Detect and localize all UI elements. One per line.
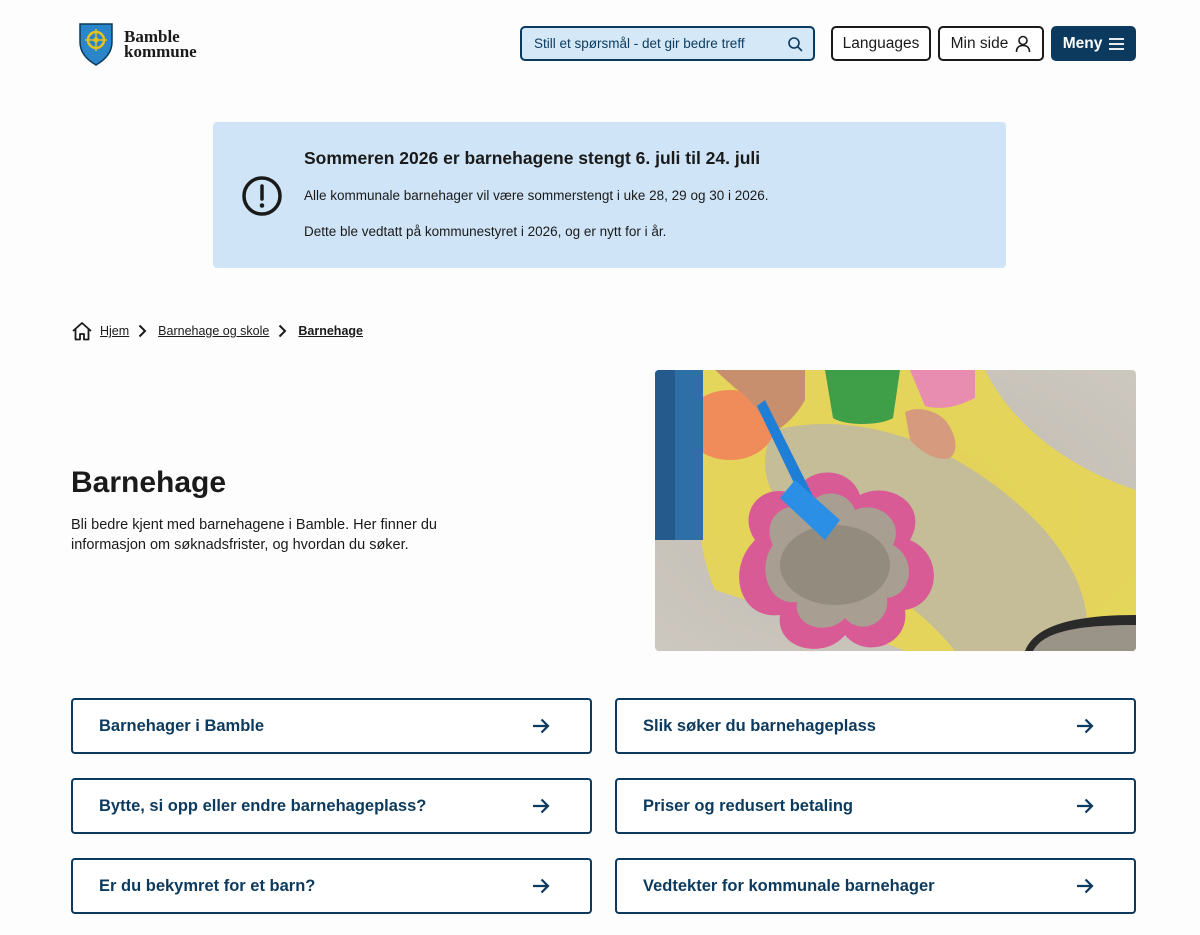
link-card-bytte-si-opp[interactable] bbox=[71, 778, 592, 834]
hamburger-icon bbox=[1109, 38, 1124, 50]
logo-line-1: Bamble bbox=[124, 27, 180, 46]
exclamation-circle-icon bbox=[241, 175, 283, 217]
chevron-right-icon bbox=[278, 324, 287, 338]
arrow-right-icon bbox=[1076, 718, 1094, 734]
link-card-label: Bytte, si opp eller endre barnehageplass? bbox=[99, 796, 427, 815]
logo-link[interactable] bbox=[78, 22, 197, 66]
link-card-vedtekter[interactable] bbox=[615, 858, 1136, 914]
home-icon[interactable] bbox=[71, 321, 93, 341]
logo-line-2: kommune bbox=[124, 42, 197, 61]
arrow-right-icon bbox=[1076, 798, 1094, 814]
closure-alert bbox=[213, 122, 1006, 268]
menu-button[interactable] bbox=[1051, 26, 1136, 61]
menu-label: Meny bbox=[1062, 34, 1103, 52]
user-icon bbox=[1015, 35, 1031, 53]
languages-button[interactable] bbox=[831, 26, 931, 61]
link-card-label: Er du bekymret for et barn? bbox=[99, 876, 316, 895]
breadcrumb bbox=[71, 321, 363, 341]
coat-of-arms-icon bbox=[78, 22, 114, 66]
link-card-bekymret[interactable] bbox=[71, 858, 592, 914]
arrow-right-icon bbox=[532, 718, 550, 734]
languages-label: Languages bbox=[842, 34, 920, 52]
min-side-button[interactable] bbox=[938, 26, 1044, 61]
hero-image-sandbox bbox=[655, 370, 1136, 651]
arrow-right-icon bbox=[1076, 878, 1094, 894]
site-header bbox=[0, 0, 1200, 90]
breadcrumb-current[interactable]: Barnehage bbox=[298, 324, 363, 338]
link-card-label: Slik søker du barnehageplass bbox=[643, 716, 876, 735]
search-box bbox=[520, 26, 815, 61]
breadcrumb-home-link[interactable]: Hjem bbox=[100, 324, 130, 338]
alert-title: Sommeren 2026 er barnehagene stengt 6. juli til 24. juli bbox=[304, 148, 761, 168]
page-title: Barnehage bbox=[71, 466, 227, 499]
chevron-right-icon bbox=[138, 324, 147, 338]
link-card-slik-soker-du[interactable] bbox=[615, 698, 1136, 754]
alert-paragraph: Dette ble vedtatt på kommunestyret i 2026, og er nytt for i år. bbox=[304, 224, 667, 239]
arrow-right-icon bbox=[532, 798, 550, 814]
link-card-priser[interactable] bbox=[615, 778, 1136, 834]
alert-paragraph: Alle kommunale barnehager vil være sommerstengt i uke 28, 29 og 30 i 2026. bbox=[304, 188, 769, 203]
search-input[interactable] bbox=[534, 36, 787, 51]
link-card-label: Priser og redusert betaling bbox=[643, 796, 853, 815]
arrow-right-icon bbox=[532, 878, 550, 894]
search-icon[interactable] bbox=[787, 36, 803, 52]
link-card-label: Barnehager i Bamble bbox=[99, 716, 265, 735]
link-card-barnehager-i-bamble[interactable] bbox=[71, 698, 592, 754]
logo-text bbox=[124, 29, 197, 59]
breadcrumb-barnehage-og-skole-link[interactable]: Barnehage og skole bbox=[158, 324, 270, 338]
min-side-label: Min side bbox=[950, 34, 1009, 52]
link-card-label: Vedtekter for kommunale barnehager bbox=[643, 876, 935, 895]
page-intro: Bli bedre kjent med barnehagene i Bamble. Her finner du informasjon om søknadsfrister, og hvordan du søker. bbox=[71, 517, 437, 553]
